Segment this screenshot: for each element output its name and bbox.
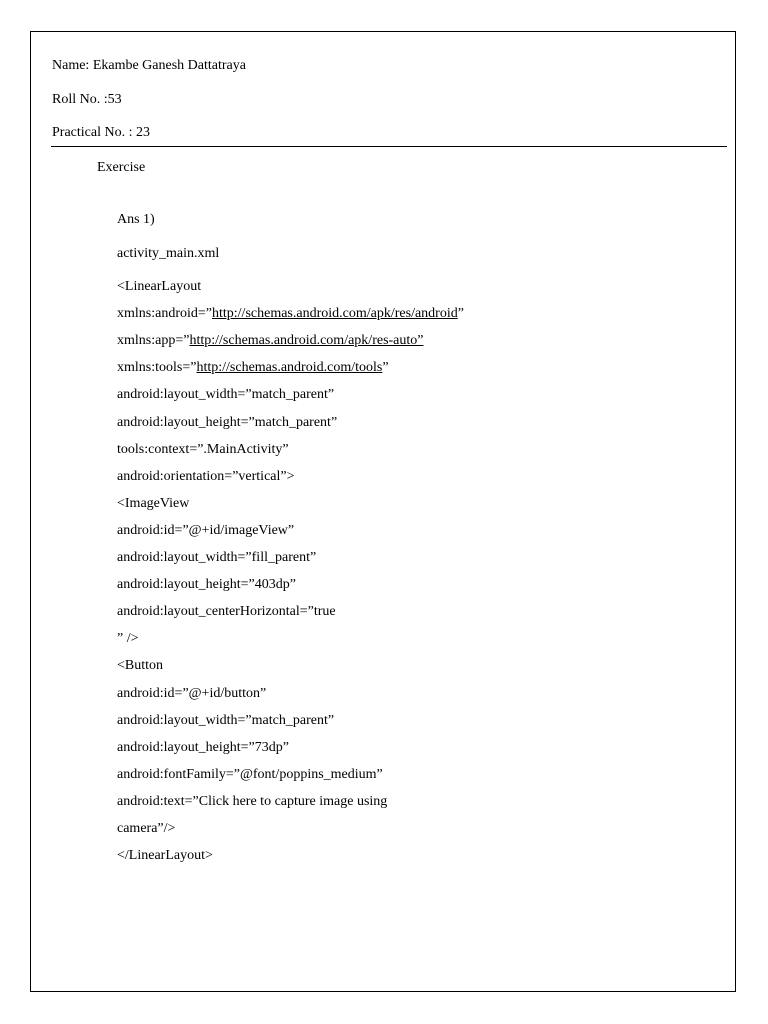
code-text: ” — [457, 306, 464, 321]
code-text: android:layout_width=”match_parent” — [117, 387, 335, 402]
code-line — [117, 469, 295, 485]
code-text: xmlns:tools=” — [117, 360, 197, 375]
code-line — [117, 631, 139, 647]
code-line — [117, 279, 201, 295]
code-line — [117, 550, 316, 566]
code-text: android:fontFamily=”@font/poppins_medium” — [117, 767, 383, 782]
code-text: android:orientation=”vertical”> — [117, 469, 295, 484]
header-divider — [51, 146, 727, 147]
roll-number: Roll No. :53 — [52, 92, 122, 107]
code-line — [117, 387, 334, 403]
code-line — [117, 848, 213, 864]
code-line — [117, 306, 464, 322]
code-line — [117, 740, 289, 756]
code-line — [117, 604, 336, 620]
code-text: camera”/> — [117, 821, 176, 836]
student-name: Name: Ekambe Ganesh Dattatraya — [52, 58, 246, 73]
code-line — [117, 415, 337, 431]
code-line — [117, 713, 334, 729]
code-text: xmlns:android=” — [117, 306, 212, 321]
code-text: <Button — [117, 658, 164, 673]
code-line — [117, 767, 383, 783]
code-line — [117, 821, 175, 837]
code-text: android:layout_height=”73dp” — [117, 740, 289, 755]
code-line — [117, 577, 296, 593]
code-text: android:layout_height=”403dp” — [117, 577, 296, 592]
code-line — [117, 794, 387, 810]
code-text: ” /> — [117, 631, 139, 646]
code-text: tools:context=”.MainActivity” — [117, 442, 289, 457]
code-line — [117, 658, 163, 674]
code-line — [117, 686, 266, 702]
exercise-heading: Exercise — [97, 160, 146, 175]
code-line — [117, 523, 294, 539]
file-name: activity_main.xml — [117, 246, 220, 261]
code-text: ” — [382, 360, 389, 375]
practical-number: Practical No. : 23 — [52, 125, 150, 140]
code-line — [117, 442, 289, 458]
code-text: </LinearLayout> — [117, 848, 213, 863]
code-text: android:layout_width=”match_parent” — [117, 713, 335, 728]
code-text: android:layout_width=”fill_parent” — [117, 550, 317, 565]
code-text: <LinearLayout — [117, 279, 202, 294]
schema-url-link[interactable]: http://schemas.android.com/apk/res/android — [212, 306, 458, 321]
code-line — [117, 496, 189, 512]
schema-url-link[interactable]: http://schemas.android.com/apk/res-auto” — [189, 333, 424, 348]
code-text: android:layout_height=”match_parent” — [117, 415, 338, 430]
code-text: android:layout_centerHorizontal=”true — [117, 604, 336, 619]
code-text: android:id=”@+id/imageView” — [117, 523, 295, 538]
code-text: android:id=”@+id/button” — [117, 686, 267, 701]
code-line — [117, 360, 389, 376]
answer-label: Ans 1) — [117, 212, 155, 227]
code-text: xmlns:app=” — [117, 333, 190, 348]
code-text: <ImageView — [117, 496, 190, 511]
code-line — [117, 333, 424, 349]
schema-url-link[interactable]: http://schemas.android.com/tools — [196, 360, 383, 375]
code-text: android:text=”Click here to capture image using — [117, 794, 388, 809]
